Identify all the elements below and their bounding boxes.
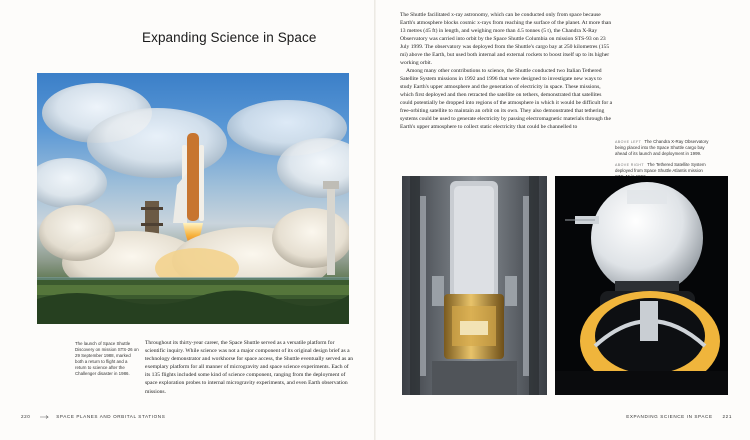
left-running-head: SPACE PLANES AND ORBITAL STATIONS: [56, 414, 166, 419]
tethered-satellite-photo: [555, 176, 728, 395]
chandra-cargo-bay-photo: [402, 176, 547, 395]
caption-key: ABOVE RIGHT: [615, 162, 644, 167]
launch-photo-caption: The launch of Space Shuttle Discovery on mission STS-26 on 29 September 1988, marked both a return to flight and a return to science after the Challenger disaster in 1986.: [75, 341, 139, 377]
shuttle-launch-illustration: [37, 73, 349, 324]
caption-above-left: [615, 139, 711, 158]
left-body-text: [145, 339, 355, 396]
caption-key: ABOVE LEFT: [615, 140, 642, 144]
left-paragraph: Throughout its thirty-year career, the Space Shuttle served as a versatile platform for scientific inquiry. While science was not a major component of its original design brief as a technology demonstrator and workhorse for space access, the Shuttle eventually served as an exemplary platform for all manner of microgravity and space science experiments. Each of its 135 flights included some kind of science component, ranging from the deployment of space exploration probes to internal microgravity experiments, and even Earth observation missions.: [145, 340, 353, 395]
caption-text: The Tethered Satellite System deployed from Space Shuttle Atlantis mission: [615, 161, 706, 173]
right-paragraph-1: The Shuttle facilitated x-ray astronomy, which can be conducted only from space because Earth's atmosphere blocks cosmic x-rays from reaching the surface of the planet. At more than 13 metres (45 ft) in length, and weighing more than 4.5 tonnes (5 t), the Chandra X-Ray Observatory was carried into orbit by the Space Shuttle Columbia on mission STS-93 on 23 July 1999. The observatory was deployed from the Shuttle's cargo bay at 250 kilometres (155 mi) above the Earth, but used both internal and external rockets to boost itself up to its higher working orbit.: [400, 12, 612, 66]
right-running-head: EXPANDING SCIENCE IN SPACE: [626, 414, 713, 419]
right-page-number: 221: [722, 414, 732, 419]
caption-text: The Chandra X-Ray Observatory being placed into the Space Shuttle cargo bay ahead of its launch and deployment in 1999.: [615, 139, 709, 157]
book-gutter: [374, 0, 376, 440]
chandra-illustration: [402, 176, 547, 395]
left-footer: [21, 414, 165, 419]
right-body-text: [400, 11, 615, 131]
tethered-satellite-illustration: [555, 176, 728, 395]
shuttle-launch-photo: [37, 73, 349, 324]
right-footer: [626, 414, 732, 419]
right-paragraph-2: Among many other contributions to science, the Shuttle conducted two Italian Tethered Satellite System missions in 1992 and 1996 that were designed to investigate new ways to study Earth's upper atmosphere and the generation of electricity in space. These missions, which first deployed and then retracted the satellite on tethers, demonstrated that satellites could potentially be dropped into regions of the atmosphere in which it would be difficult for a free-orbiting satellite to maintain an orbit on its own. They also demonstrated that tethering systems could be used to generate electricity by passing electromagnetic materials through the Earth's upper atmosphere to collect static electricity that could be channelled to: [400, 68, 613, 130]
page-title: Expanding Science in Space: [142, 30, 317, 45]
section-mark-icon: [40, 415, 50, 419]
left-page-number: 220: [21, 414, 31, 419]
